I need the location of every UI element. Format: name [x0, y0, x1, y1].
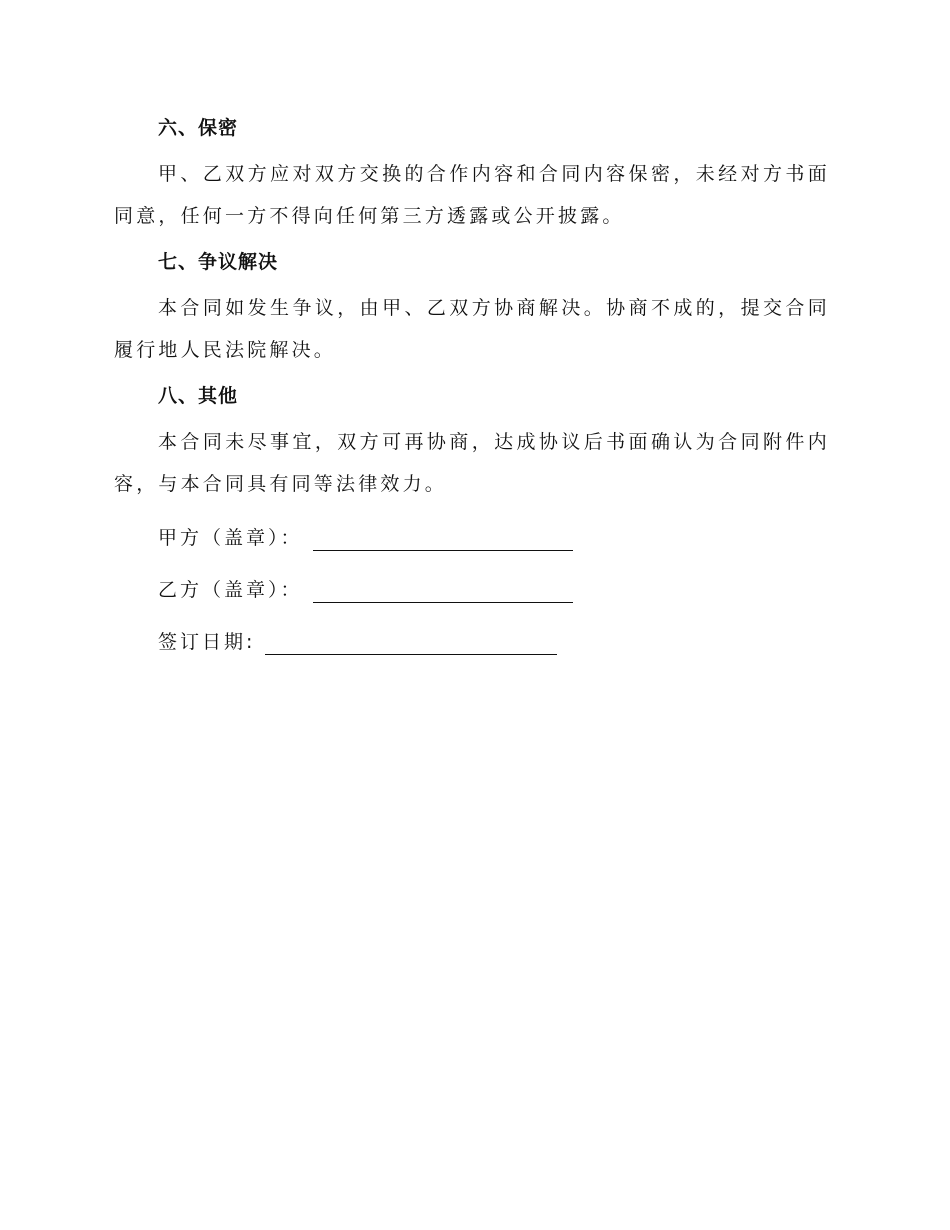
signature-party-b-line	[313, 584, 573, 603]
section-heading-other: 八、其他	[158, 385, 239, 407]
signature-party-b	[114, 563, 830, 615]
signature-date-label: 签订日期:	[158, 630, 256, 653]
signature-date	[114, 615, 830, 667]
section-body-other: 本合同未尽事宜，双方可再协商，达成协议后书面确认为合同附件内容，与本合同具有同等法律效力。	[114, 431, 830, 495]
signature-party-b-label: 乙方（盖章）：	[158, 578, 303, 601]
section-heading-dispute-resolution: 七、争议解决	[158, 251, 279, 273]
signature-party-a-label: 甲方（盖章）：	[158, 526, 303, 549]
signature-date-line	[265, 636, 557, 655]
section-body-dispute-resolution: 本合同如发生争议，由甲、乙双方协商解决。协商不成的，提交合同履行地人民法院解决。	[114, 297, 830, 361]
section-heading-confidentiality: 六、保密	[158, 117, 239, 139]
section-body-confidentiality: 甲、乙双方应对双方交换的合作内容和合同内容保密，未经对方书面同意，任何一方不得向任何第三方透露或公开披露。	[114, 163, 830, 227]
document-body	[114, 108, 830, 667]
signature-party-a-line	[313, 532, 573, 551]
signature-party-a	[114, 511, 830, 563]
